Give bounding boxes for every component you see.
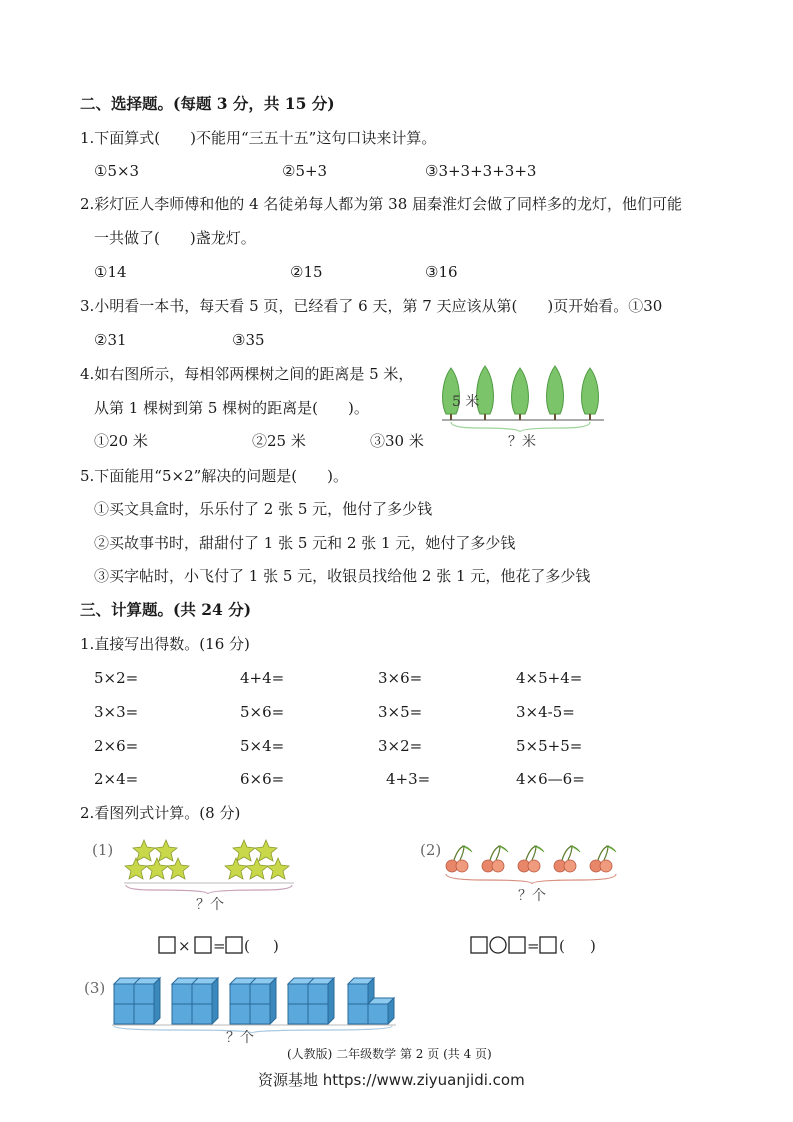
calc-item: 4×6—6=: [516, 770, 585, 788]
multiply-sign: ×: [178, 937, 191, 955]
answer-box[interactable]: [195, 937, 211, 953]
q2-stem-line2: 一共做了( )盏龙灯。: [94, 229, 256, 247]
q4-stem-line2: 从第 1 棵树到第 5 棵树的距离是( )。: [94, 399, 369, 417]
q2-stem-line1: 2.彩灯匠人李师傅和他的 4 名徒弟每人都为第 38 届秦淮灯会做了同样多的龙灯，他们可能: [80, 195, 683, 213]
formula-2: [469, 934, 609, 958]
part-2-question: ？个: [518, 888, 546, 904]
star-icon: [167, 858, 189, 879]
calc-item: 4+3=: [386, 770, 431, 788]
calc-item: 6×6=: [240, 770, 285, 788]
calc-item: 5×6=: [240, 703, 285, 721]
calc-item: 5×5+5=: [516, 737, 583, 755]
answer-box[interactable]: [471, 937, 487, 953]
q1-option-3: ③3+3+3+3+3: [425, 162, 537, 180]
q1-option-1: ①5×3: [94, 162, 140, 180]
calc-item: 2×6=: [94, 737, 139, 755]
calc-item: 5×4=: [240, 737, 285, 755]
calc-q2-stem: 2.看图列式计算。(8 分): [80, 804, 241, 822]
star-icon: [125, 858, 147, 879]
section-3-heading: 三、计算题。(共 24 分): [80, 600, 252, 619]
star-icon: [267, 858, 289, 879]
q2-option-2: ②15: [290, 263, 323, 281]
q5-stem: 5.下面能用“5×2”解决的问题是( )。: [80, 467, 349, 485]
q5-option-1: ①买文具盒时，乐乐付了 2 张 5 元，他付了多少钱: [94, 500, 433, 518]
star-icon: [155, 840, 177, 861]
tree-icon: [512, 368, 529, 414]
cherry-icon: [446, 846, 472, 872]
cube-icon: [288, 978, 334, 1024]
calc-q1-stem: 1.直接写出得数。(16 分): [80, 635, 250, 653]
section-2-heading: 二、选择题。(每题 3 分，共 15 分): [80, 94, 335, 113]
cube-icon: [348, 978, 394, 1024]
part-3-label: (3): [84, 979, 106, 997]
answer-box[interactable]: [159, 937, 175, 953]
close-paren: ): [273, 937, 279, 955]
q2-option-1: ①14: [94, 263, 127, 281]
q4-option-1: ①20 米: [94, 432, 148, 450]
cubes-figure: [112, 972, 397, 1044]
open-paren: (: [559, 937, 565, 955]
star-icon: [146, 858, 168, 879]
part-1-question: ？个: [196, 897, 224, 913]
formula-1: [157, 934, 287, 958]
star-icon: [225, 858, 247, 879]
star-icon: [255, 840, 277, 861]
cube-icon: [114, 978, 160, 1024]
star-icon: [246, 858, 268, 879]
calc-item: 3×3=: [94, 703, 139, 721]
tree-segment-label: 5 米: [452, 394, 480, 410]
cube-icon: [230, 978, 276, 1024]
answer-box[interactable]: [509, 937, 525, 953]
part-3-question: ？个: [226, 1030, 254, 1046]
calc-item: 3×6=: [378, 669, 423, 687]
cherries-figure: [444, 842, 624, 908]
q4-option-3: ③30 米: [370, 432, 424, 450]
q5-option-2: ②买故事书时，甜甜付了 1 张 5 元和 2 张 1 元，她付了多少钱: [94, 534, 516, 552]
tree-icon: [582, 368, 599, 414]
calc-item: 5×2=: [94, 669, 139, 687]
q3-option-2: ②31: [94, 331, 127, 349]
calc-item: 4+4=: [240, 669, 285, 687]
calc-item: 3×5=: [378, 703, 423, 721]
equals-sign: =: [213, 937, 226, 955]
q3-option-3: ③35: [232, 331, 265, 349]
part-2-label: (2): [420, 841, 442, 859]
answer-box[interactable]: [540, 937, 556, 953]
page-footer: (人教版) 二年级数学 第 2 页 (共 4 页): [287, 1047, 492, 1061]
open-paren: (: [244, 937, 250, 955]
site-watermark: 资源基地 https://www.ziyuanjidi.com: [258, 1071, 525, 1089]
tree-icon: [547, 366, 564, 414]
q4-option-2: ②25 米: [252, 432, 306, 450]
cube-icon: [172, 978, 218, 1024]
q1-option-2: ②5+3: [282, 162, 328, 180]
part-1-label: (1): [92, 841, 114, 859]
calc-item: 3×2=: [378, 737, 423, 755]
tree-total-label: ？米: [508, 434, 536, 450]
stars-figure: [124, 834, 299, 914]
answer-box[interactable]: [226, 937, 242, 953]
q5-option-3: ③买字帖时，小飞付了 1 张 5 元，收银员找给他 2 张 1 元，他花了多少钱: [94, 567, 591, 585]
calc-item: 2×4=: [94, 770, 139, 788]
tree-figure: [438, 362, 618, 452]
calc-item: 3×4-5=: [516, 703, 575, 721]
q3-stem: 3.小明看一本书，每天看 5 页，已经看了 6 天，第 7 天应该从第( )页开始看。①30: [80, 297, 663, 315]
calc-item: 4×5+4=: [516, 669, 583, 687]
q4-stem-line1: 4.如右图所示，每相邻两棵树之间的距离是 5 米，: [80, 365, 414, 383]
q1-stem: 1.下面算式( )不能用“三五十五”这句口诀来计算。: [80, 129, 437, 147]
q2-option-3: ③16: [425, 263, 458, 281]
close-paren: ): [590, 937, 596, 955]
operator-circle[interactable]: [490, 937, 506, 953]
equals-sign: =: [527, 937, 540, 955]
